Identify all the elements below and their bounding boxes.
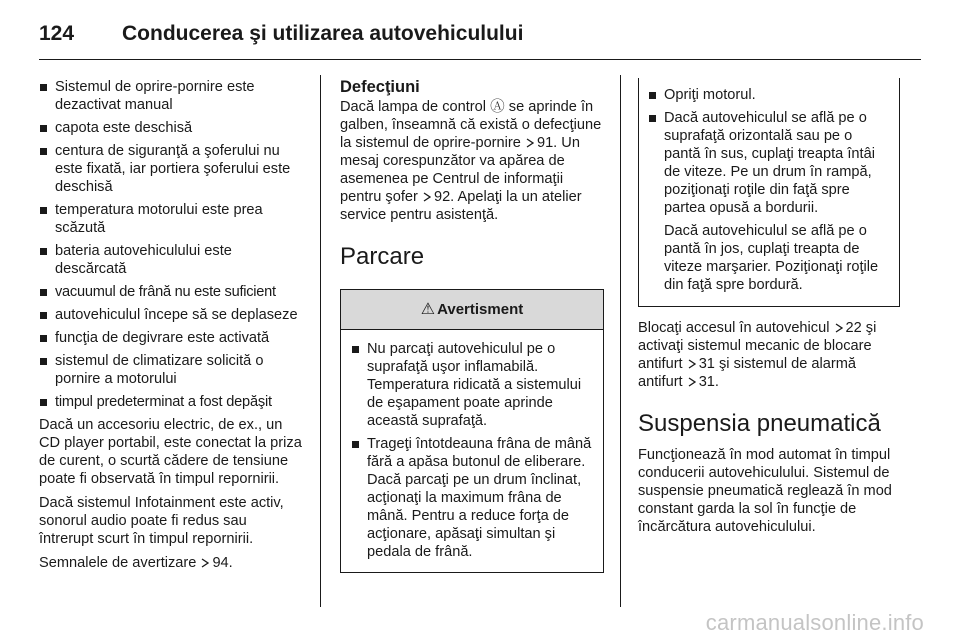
page-reference-icon (423, 192, 431, 202)
column-divider-2 (620, 75, 621, 607)
page-reference-icon (835, 323, 843, 333)
warning-signals-paragraph: Semnalele de avertizare 94. (39, 555, 233, 571)
list-item: Opriţi motorul. (648, 86, 890, 104)
downhill-paragraph: Dacă autovehiculul se află pe o pantă în jos, cuplaţi treapta de viteze marşarier. Poziţionaţi roţile din faţă spre bordură. (664, 223, 879, 293)
list-item: Trageţi întotdeauna frâna de mână fără a apăsa butonul de eliberare. Dacă parcaţi pe un drum înclinat, acţionaţi la maximum frâna de mână. Pentru a reduce forţa de acţionare, apăsaţi simultan şi pedala de frână. (351, 435, 593, 561)
warning-box (340, 289, 604, 573)
list-item: bateria autovehiculului este descărcată (39, 242, 305, 278)
list-item: vacuumul de frână nu este suficient (39, 283, 305, 301)
list-item: Nu parcaţi autovehiculul pe o suprafaţă uşor inflamabilă. Temperatura ridicată a sistemului de eşapament poate aprinde această suprafaţă. (351, 340, 593, 430)
warning-triangle-icon: ⚠ (420, 300, 436, 318)
list-item: centura de siguranţă a şoferului nu este fixată, iar portiera şoferului este deschisă (39, 142, 305, 196)
list-item: temperatura motorului este prea scăzută (39, 201, 305, 237)
column-2 (340, 78, 602, 573)
header-rule (39, 59, 921, 60)
column-3 (638, 78, 904, 542)
list-item: capota este deschisă (39, 119, 305, 137)
defects-paragraph: Dacă lampa de control Ⓐ se aprinde în galben, înseamnă că există o defecţiune la sistemul de oprire-pornire 91. Un mesaj corespunzător va apărea de asemenea pe Centrul de informaţii pentru şofer 92. Apelaţi la un atelier service pentru asistenţă. (340, 99, 602, 223)
electric-accessory-paragraph: Dacă un accesoriu electric, de ex., un CD player portabil, este conectat la priza de curent, o scurtă cădere de tensiune poate fi observată în timpul repornirii. (39, 417, 302, 487)
column-divider-1 (320, 75, 321, 607)
page-reference-icon (201, 558, 209, 568)
warning-body (341, 330, 603, 572)
air-suspension-heading: Suspensia pneumatică (638, 410, 881, 437)
air-suspension-paragraph: Funcţionează în mod automat în timpul conducerii autovehiculului. Sistemul de suspensie pneumatică reglează în mod constant garda la sol în funcţie de încărcătura autovehiculului. (638, 447, 892, 535)
list-item: Dacă autovehiculul se află pe o suprafaţă orizontală sau pe o pantă în sus, cuplaţi treapta întâi de viteze. Pe un drum în rampă, poziţionaţi roţile din faţă spre partea opusă a bordurii. (648, 109, 890, 217)
list-item: autovehiculul începe să se deplaseze (39, 306, 305, 324)
list-item: sistemul de climatizare solicită o pornire a motorului (39, 352, 305, 388)
page-number: 124 (39, 22, 75, 45)
warning-header (341, 290, 603, 330)
list-item: timpul predeterminat a fost depăşit (39, 393, 305, 411)
page-reference-icon (688, 377, 696, 387)
chapter-title: Conducerea şi utilizarea autovehiculului (122, 22, 524, 45)
parking-steps-box (638, 78, 900, 307)
warning-title: Avertisment (437, 300, 524, 318)
lock-vehicle-paragraph: Blocaţi accesul în autovehicul 22 şi activaţi sistemul mecanic de blocare antifurt 31 şi sistemul de alarmă antifurt 31. (638, 320, 877, 390)
page-reference-icon (526, 138, 534, 148)
list-item: Sistemul de oprire-pornire este dezactivat manual (39, 78, 305, 114)
list-item: funcţia de degivrare este activată (39, 329, 305, 347)
defects-heading: Defecţiuni (340, 78, 420, 96)
parking-heading: Parcare (340, 243, 425, 270)
watermark: carmanualsonline.info (705, 610, 924, 635)
stop-start-conditions-list (39, 78, 305, 411)
column-1 (39, 78, 305, 578)
page-reference-icon (688, 359, 696, 369)
infotainment-paragraph: Dacă sistemul Infotainment este activ, sonorul audio poate fi redus sau întrerupt scurt în timpul repornirii. (39, 495, 284, 547)
auto-stop-indicator-icon: Ⓐ (490, 99, 505, 115)
